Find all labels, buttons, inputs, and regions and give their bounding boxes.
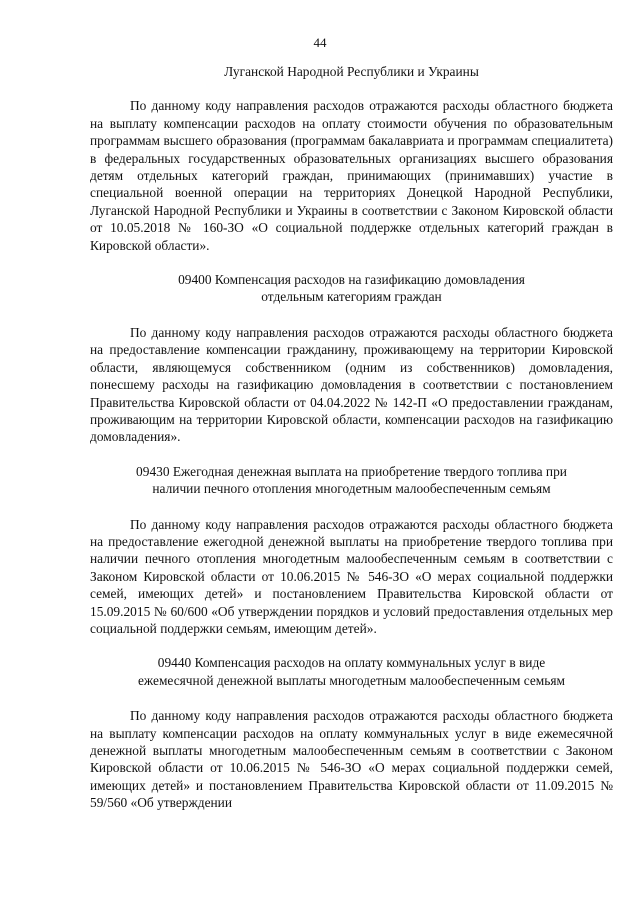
continuation-line: Луганской Народной Республики и Украины bbox=[224, 64, 479, 79]
heading-line: 09400 Компенсация расходов на газификацию домовладения bbox=[178, 272, 525, 288]
heading-line: наличии печного отопления многодетным малообеспеченным семьям bbox=[152, 481, 551, 497]
page-number: 44 bbox=[313, 35, 327, 50]
section-heading-09440 bbox=[90, 654, 613, 689]
paragraph-09430-description: По данному коду направления расходов отражаются расходы областного бюджета на предоставление ежегодной денежной выплаты на приобретение твердого топлива при наличии печного отопления многодетным малообеспеченным семьям в соответствии с Законом Кировской области от 10.06.2015 № 546-ЗО «О мерах социальной поддержки семей, имеющих детей» и постановлением Правительства Кировской области от 15.09.2015 № 60/600 «Об утверждении порядков и условий предоставления отдельных мер социальной поддержки семьям, имеющим детей». bbox=[90, 516, 613, 636]
heading-line: отдельным категориям граждан bbox=[261, 289, 442, 305]
paragraph-09440-description: По данному коду направления расходов отражаются расходы областного бюджета на выплату компенсации расходов на оплату коммунальных услуг в виде ежемесячной денежной выплаты многодетным малообеспеченным семьям в соответствии с Законом Кировской области от 10.06.2015 № 546-ЗО «О мерах социальной поддержки семей, имеющих детей» и постановлением Правительства Кировской области от 11.09.2015 № 59/560 «Об утверждении bbox=[90, 708, 613, 811]
paragraph-09400-description: По данному коду направления расходов отражаются расходы областного бюджета на предоставление компенсации гражданину, проживающему на территории Кировской области, являющемуся собственником (одним из собственников) домовладения, понесшему расходы на газификацию домовладения в соответствии с постановлением Правительства Кировской области от 04.04.2022 № 142-П «О предоставлении гражданам, проживающим на территории Кировской области, компенсации расходов на газификацию домовладения». bbox=[90, 324, 613, 445]
document-body bbox=[90, 63, 613, 829]
paragraph-09300-description: По данному коду направления расходов отражаются расходы областного бюджета на выплату компенсации расходов на оплату стоимости обучения по образовательным программам высшего образования (программам бакалавриата и программам специалитета) в федеральных государственных образовательных организациях высшего образования детям отдельных категорий граждан, принимающих (принимавших) участие в специальной военной операции на территориях Донецкой Народной Республики, Луганской Народной Республики и Украины в соответствии с Законом Кировской области от 10.05.2018 № 160-ЗО «О социальной поддержке отдельных категорий граждан в Кировской области». bbox=[90, 98, 613, 253]
section-heading-09430 bbox=[90, 463, 613, 498]
heading-line: 09440 Компенсация расходов на оплату коммунальных услуг в виде bbox=[157, 655, 546, 671]
heading-line: 09430 Ежегодная денежная выплата на приобретение твердого топлива при bbox=[136, 463, 567, 479]
heading-line: ежемесячной денежной выплаты многодетным малообеспеченным семьям bbox=[137, 672, 565, 688]
section-heading-09400 bbox=[90, 271, 613, 306]
